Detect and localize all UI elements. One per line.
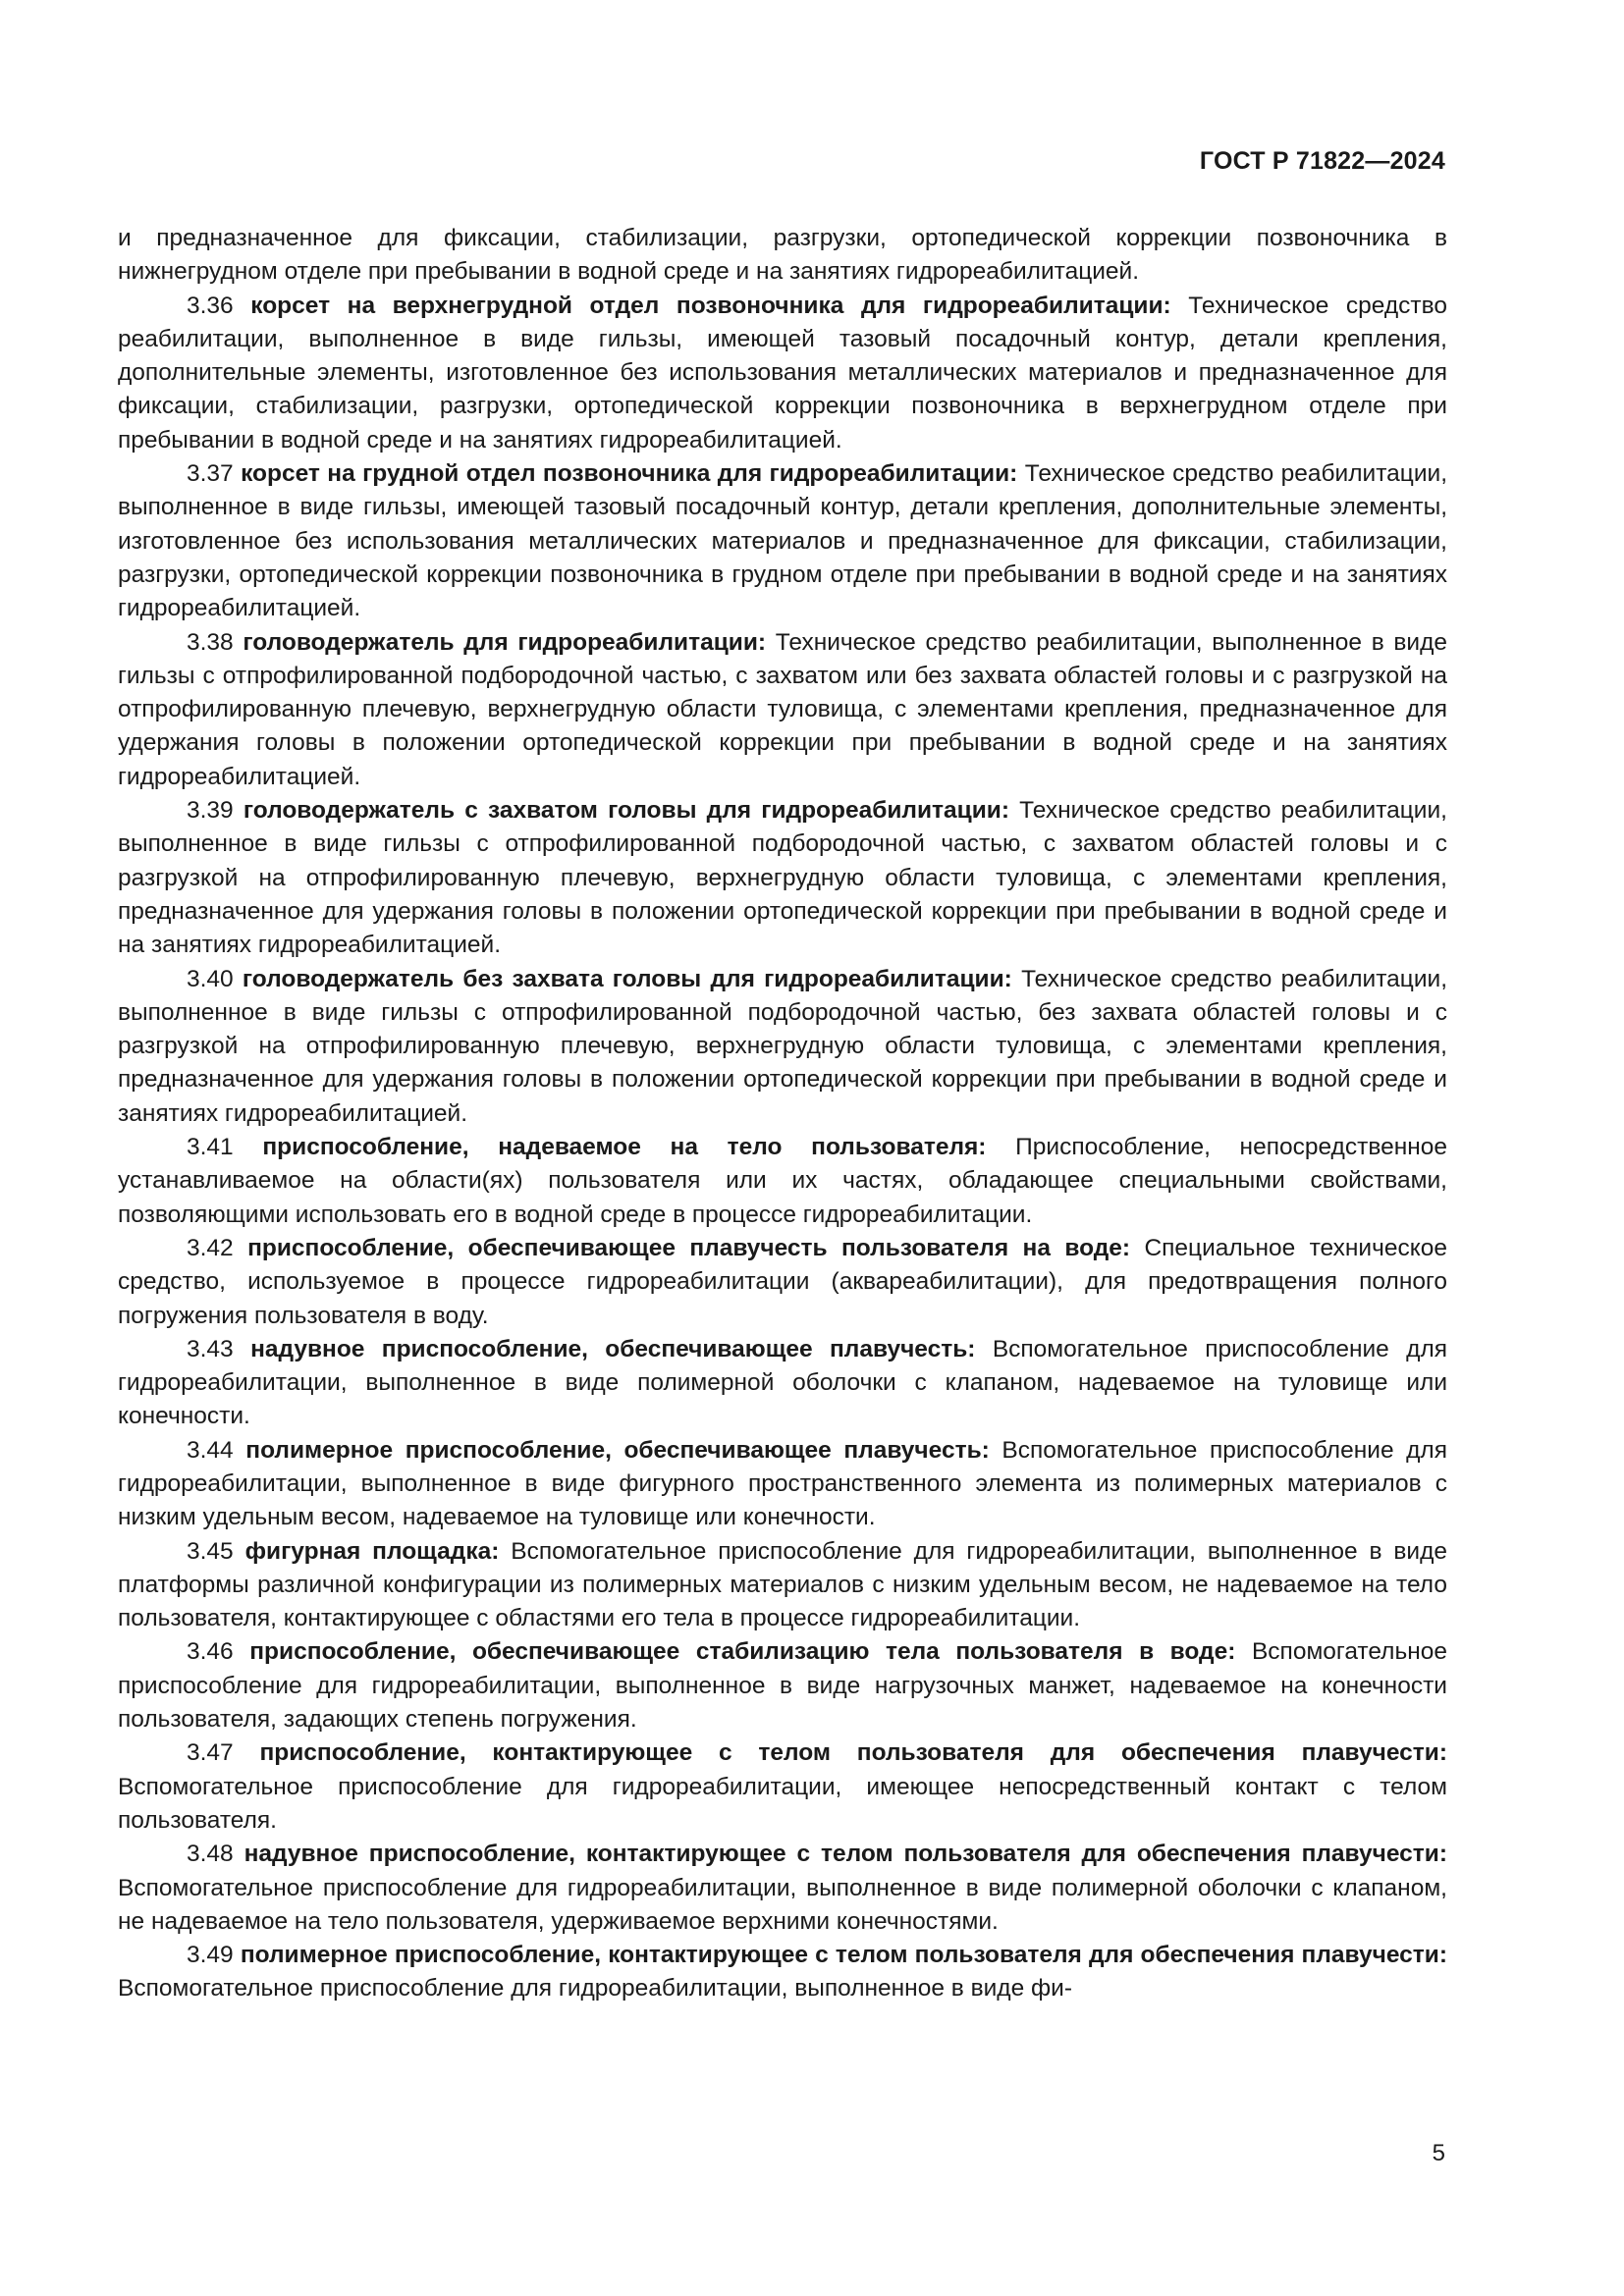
entry-definition: Техническое средство реабилитации, выполненное в виде гильзы с отпрофилированной подбородочной частью, без захвата областей головы и с разгрузкой на отпрофилированную плечевую, верхнегрудную области туловища, с элементами крепления, предназначенное для удержания головы в положении ортопедической коррекции при пребывании в водной среде и занятиях гидрореабилитацией. bbox=[118, 965, 1448, 1127]
definition-entry bbox=[118, 290, 1447, 457]
entry-term: фигурная площадка: bbox=[244, 1537, 500, 1565]
entry-term: головодержатель с захватом головы для гидрореабилитации: bbox=[243, 797, 1009, 825]
entry-number: 3.37 bbox=[187, 460, 234, 488]
definition-entry bbox=[118, 1333, 1447, 1434]
entry-number: 3.38 bbox=[187, 628, 234, 656]
definition-entry bbox=[118, 963, 1447, 1131]
entry-definition: Вспомогательное приспособление для гидрореабилитации, выполненное в виде платформы различной конфигурации из полимерных материалов с низким удельным весом, не надеваемое на тело пользователя, контактирующее с областями его тела в процессе гидрореабилитации. bbox=[118, 1537, 1448, 1632]
entry-term: полимерное приспособление, контактирующее с телом пользователя для обеспечения плавучести: bbox=[240, 1942, 1447, 1969]
entry-number: 3.48 bbox=[187, 1841, 234, 1868]
definition-entry bbox=[118, 457, 1447, 625]
entry-definition: Вспомогательное приспособление для гидрореабилитации, выполненное в виде полимерной оболочки с клапаном, надеваемое на туловище или конечности. bbox=[118, 1335, 1448, 1430]
definition-entry bbox=[118, 1939, 1447, 2006]
definition-entry bbox=[118, 1635, 1447, 1736]
entry-definition: Вспомогательное приспособление для гидрореабилитации, выполненное в виде нагрузочных манжет, надеваемое на конечности пользователя, задающих степень погружения. bbox=[118, 1638, 1448, 1734]
document-header: ГОСТ Р 71822—2024 bbox=[1199, 147, 1445, 175]
entry-term: приспособление, обеспечивающее плавучесть пользователя на воде: bbox=[247, 1234, 1131, 1261]
definition-entry bbox=[118, 1232, 1447, 1333]
definition-entry bbox=[118, 1131, 1447, 1232]
entry-number: 3.47 bbox=[187, 1739, 234, 1767]
entry-definition: Техническое средство реабилитации, выполненное в виде гильзы с отпрофилированной подбородочной частью, с захватом или без захвата областей головы и с разгрузкой на отпрофилированную плечевую, верхнегрудную области туловища, с элементами крепления, предназначенное для удержания головы в положении ортопедической коррекции при пребывании в водной среде и на занятиях гидрореабилитацией. bbox=[118, 628, 1448, 790]
entry-term: головодержатель для гидрореабилитации: bbox=[243, 628, 767, 656]
entry-definition: Техническое средство реабилитации, выполненное в виде гильзы, имеющей тазовый посадочный контур, детали крепления, дополнительные элементы, изготовленное без использования металлических материалов и предназначенное для фиксации, стабилизации, разгрузки, ортопедической коррекции позвоночника в грудном отделе при пребывании в водной среде и на занятиях гидрореабилитацией. bbox=[118, 460, 1448, 622]
entry-number: 3.41 bbox=[187, 1134, 234, 1161]
entry-definition: Специальное техническое средство, используемое в процессе гидрореабилитации (аквареабилитации), для предотвращения полного погружения пользователя в воду. bbox=[118, 1234, 1447, 1329]
entry-number: 3.43 bbox=[187, 1335, 234, 1362]
intro-continuation: и предназначенное для фиксации, стабилизации, разгрузки, ортопедической коррекции позвоночника в нижнегрудном отделе при пребывании в водной среде и на занятиях гидрореабилитацией. bbox=[118, 225, 1447, 286]
document-body bbox=[118, 222, 1447, 2006]
page-number: 5 bbox=[1432, 2140, 1445, 2166]
entry-definition: Вспомогательное приспособление для гидрореабилитации, выполненное в виде фи- bbox=[118, 1975, 1073, 2002]
entry-term: приспособление, обеспечивающее стабилизацию тела пользователя в воде: bbox=[249, 1638, 1236, 1666]
entry-term: головодержатель без захвата головы для гидрореабилитации: bbox=[242, 965, 1012, 992]
definition-entry bbox=[118, 1535, 1447, 1636]
entry-term: полимерное приспособление, обеспечивающее плавучесть: bbox=[245, 1436, 990, 1464]
entry-definition: Техническое средство реабилитации, выполненное в виде гильзы с отпрофилированной подбородочной частью, с захватом областей головы и с разгрузкой на отпрофилированную плечевую, верхнегрудную области туловища, с элементами крепления, предназначенное для удержания головы в положении ортопедической коррекции при пребывании в водной среде и на занятиях гидрореабилитацией. bbox=[118, 797, 1447, 959]
entry-number: 3.36 bbox=[187, 292, 234, 319]
entry-number: 3.42 bbox=[187, 1234, 234, 1261]
definition-entry bbox=[118, 1736, 1447, 1838]
entry-definition: Техническое средство реабилитации, выполненное в виде гильзы, имеющей тазовый посадочный контур, детали крепления, дополнительные элементы, изготовленное без использования металлических материалов и предназначенное для фиксации, стабилизации, разгрузки, ортопедической коррекции позвоночника в верхнегрудном отделе при пребывании в водной среде и на занятиях гидрореабилитацией. bbox=[118, 292, 1448, 454]
entry-definition: Вспомогательное приспособление для гидрореабилитации, имеющее непосредственный контакт с телом пользователя. bbox=[118, 1773, 1447, 1834]
definition-entry bbox=[118, 1838, 1447, 1939]
entry-number: 3.45 bbox=[187, 1537, 234, 1565]
entry-number: 3.39 bbox=[187, 797, 234, 825]
definition-entry bbox=[118, 626, 1447, 794]
entry-number: 3.44 bbox=[187, 1436, 234, 1464]
entry-number: 3.49 bbox=[187, 1942, 234, 1969]
entry-term: надувное приспособление, обеспечивающее плавучесть: bbox=[250, 1335, 976, 1362]
entry-definition: Приспособление, непосредственное устанавливаемое на области(ях) пользователя или их частях, обладающее специальными свойствами, позволяющими использовать его в водной среде в процессе гидрореабилитации. bbox=[118, 1134, 1448, 1228]
entry-term: корсет на верхнегрудной отдел позвоночника для гидрореабилитации: bbox=[250, 292, 1171, 319]
definition-entry bbox=[118, 794, 1447, 962]
entry-number: 3.46 bbox=[187, 1638, 234, 1666]
entry-term: надувное приспособление, контактирующее с телом пользователя для обеспечения плавучести: bbox=[244, 1841, 1448, 1868]
entry-term: приспособление, надеваемое на тело пользователя: bbox=[262, 1134, 987, 1161]
entry-definition: Вспомогательное приспособление для гидрореабилитации, выполненное в виде полимерной оболочки с клапаном, не надеваемое на тело пользователя, удерживаемое верхними конечностями. bbox=[118, 1874, 1447, 1935]
entry-definition: Вспомогательное приспособление для гидрореабилитации, выполненное в виде фигурного пространственного элемента из полимерных материалов с низким удельным весом, надеваемое на туловище или конечности. bbox=[118, 1436, 1447, 1531]
entry-term: приспособление, контактирующее с телом пользователя для обеспечения плавучести: bbox=[259, 1739, 1448, 1767]
entry-term: корсет на грудной отдел позвоночника для гидрореабилитации: bbox=[241, 460, 1018, 488]
definition-entry bbox=[118, 1434, 1447, 1535]
entry-number: 3.40 bbox=[187, 965, 234, 992]
